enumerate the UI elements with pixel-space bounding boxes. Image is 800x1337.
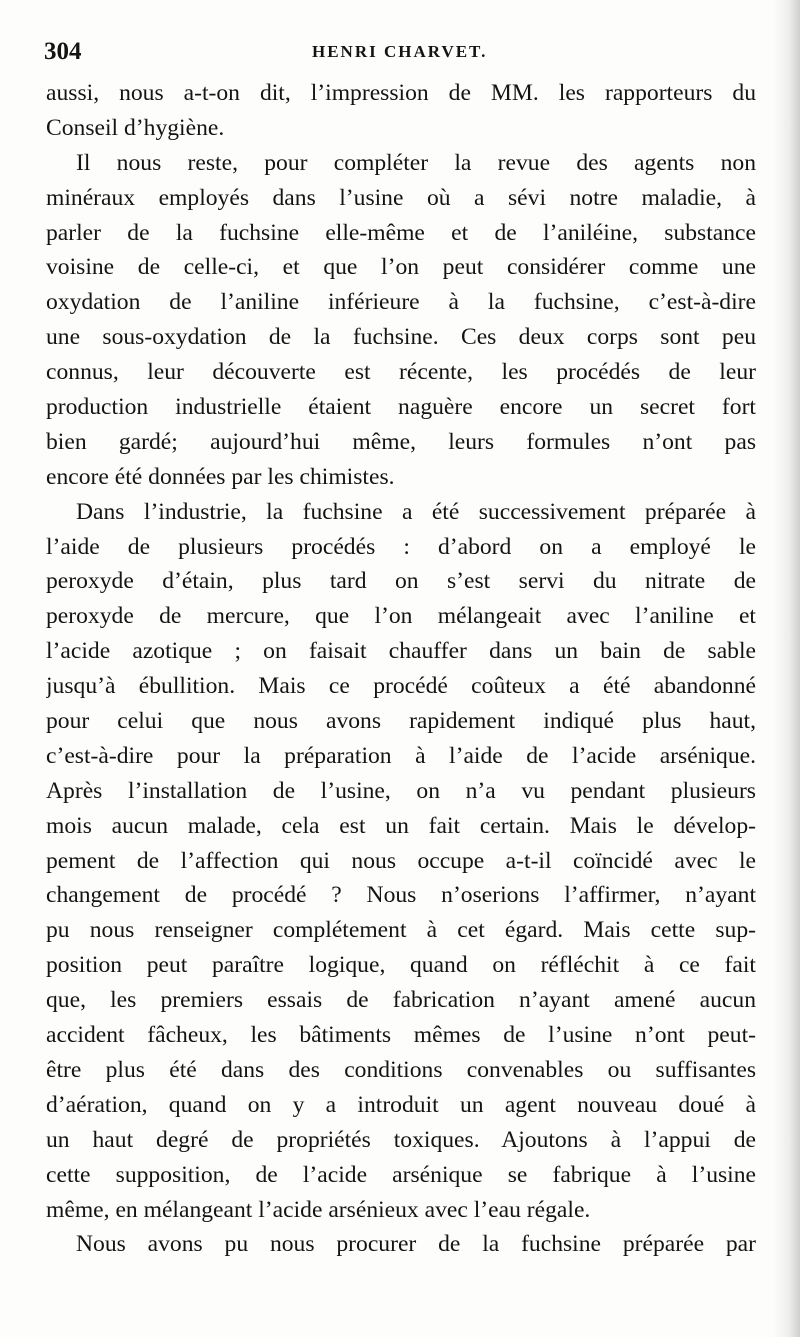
text-line: encore été données par les chimistes.	[46, 463, 395, 490]
text-line: même, en mélangeant l’acide arsénieux avec l’eau régale.	[46, 1196, 591, 1223]
page-number: 304	[44, 38, 82, 65]
text-line: l’acide azotique ; on faisait chauffer dans un bain de sable	[46, 638, 756, 665]
text-line: pu nous renseigner complétement à cet égard. Mais cette sup-	[46, 917, 756, 944]
text-line: position peut paraître logique, quand on réfléchit à ce fait	[46, 952, 756, 979]
text-line: l’aide de plusieurs procédés : d’abord on a employé le	[46, 533, 756, 560]
text-line: Il nous reste, pour compléter la revue des agents non	[76, 149, 756, 176]
body-text	[46, 76, 756, 1262]
text-line: un haut degré de propriétés toxiques. Ajoutons à l’appui de	[46, 1126, 756, 1153]
text-line: accident fâcheux, les bâtiments mêmes de l’usine n’ont peut-	[46, 1022, 756, 1049]
text-line: aussi, nous a-t-on dit, l’impression de MM. les rapporteurs du	[46, 80, 756, 106]
text-line: que, les premiers essais de fabrication n’ayant amené aucun	[46, 987, 756, 1014]
text-line: voisine de celle-ci, et que l’on peut considérer comme une	[46, 254, 756, 281]
text-line: changement de procédé ? Nous n’oserions l’affirmer, n’ayant	[46, 882, 756, 909]
text-line: d’aération, quand on y a introduit un agent nouveau doué à	[46, 1091, 756, 1118]
text-line: minéraux employés dans l’usine où a sévi notre maladie, à	[46, 184, 756, 211]
text-line: connus, leur découverte est récente, les procédés de leur	[46, 359, 756, 386]
text-line: parler de la fuchsine elle-même et de l’aniléine, substance	[46, 219, 756, 246]
text-line: peroxyde de mercure, que l’on mélangeait avec l’aniline et	[46, 603, 756, 630]
text-line: Conseil d’hygiène.	[46, 114, 225, 141]
text-line: Dans l’industrie, la fuchsine a été successivement préparée à	[76, 498, 756, 525]
text-line: une sous-oxydation de la fuchsine. Ces deux corps sont peu	[46, 324, 756, 351]
text-line: peroxyde d’étain, plus tard on s’est servi du nitrate de	[46, 568, 756, 595]
text-line: cette supposition, de l’acide arsénique se fabrique à l’usine	[46, 1161, 756, 1188]
page-edge-shadow	[772, 0, 800, 1337]
text-line: bien gardé; aujourd’hui même, leurs formules n’ont pas	[46, 428, 756, 455]
running-head: HENRI CHARVET.	[312, 42, 488, 61]
text-line: c’est-à-dire pour la préparation à l’aide de l’acide arsénique.	[46, 742, 756, 769]
text-line: pour celui que nous avons rapidement indiqué plus haut,	[46, 708, 756, 735]
text-line: Nous avons pu nous procurer de la fuchsine préparée par	[76, 1231, 756, 1258]
text-line: jusqu’à ébullition. Mais ce procédé coûteux a été abandonné	[46, 673, 756, 700]
text-line: mois aucun malade, cela est un fait certain. Mais le dévelop-	[46, 812, 756, 839]
page-header	[44, 38, 756, 68]
text-line: Après l’installation de l’usine, on n’a vu pendant plusieurs	[46, 777, 756, 804]
text-line: oxydation de l’aniline inférieure à la fuchsine, c’est-à-dire	[46, 289, 756, 316]
text-line: pement de l’affection qui nous occupe a-t-il coïncidé avec le	[46, 847, 756, 874]
text-line: production industrielle étaient naguère encore un secret fort	[46, 394, 756, 421]
text-line: être plus été dans des conditions convenables ou suffisantes	[46, 1056, 756, 1083]
